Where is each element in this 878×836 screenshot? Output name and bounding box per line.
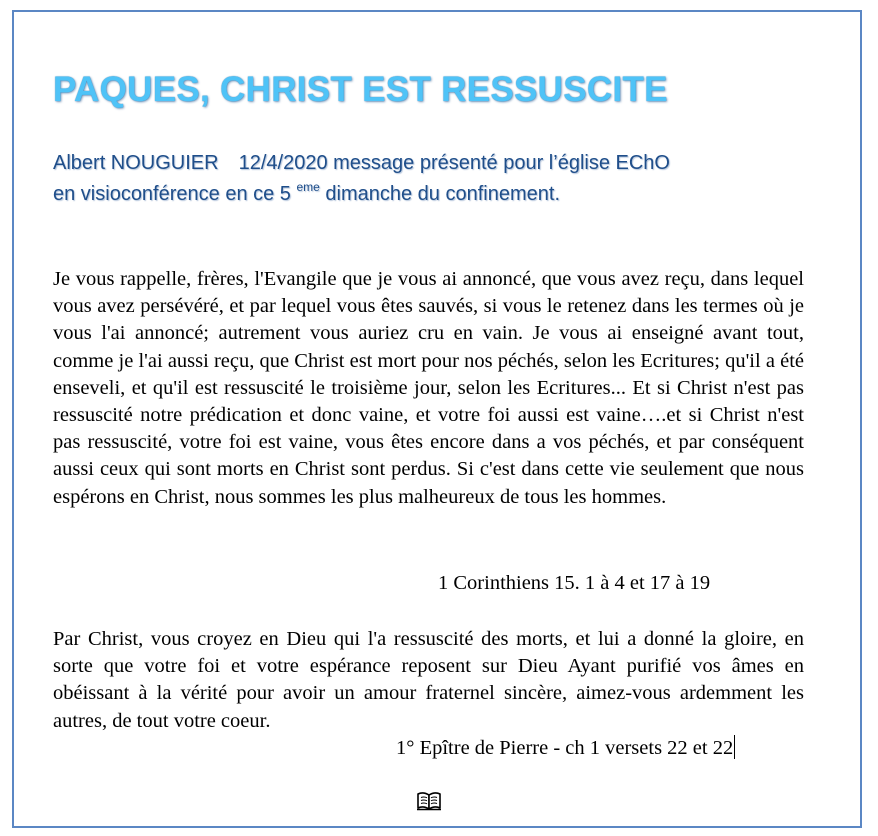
ordinal-superscript: eme	[296, 180, 320, 194]
document-title: PAQUES, CHRIST EST RESSUSCITE	[53, 70, 668, 109]
open-book-icon	[416, 791, 442, 811]
subtitle	[53, 148, 823, 210]
reference-corinthians: 1 Corinthiens 15. 1 à 4 et 17 à 19	[438, 572, 711, 594]
reference-pierre: 1° Epître de Pierre - ch 1 versets 22 et 22	[396, 737, 734, 759]
subtitle-line2-start: en visioconférence en ce 5	[53, 183, 291, 205]
subtitle-date-context: 12/4/2020 message présenté pour l’église EChO	[238, 152, 670, 174]
subtitle-line2-end: dimanche du confinement.	[325, 183, 560, 205]
reference-pierre-line	[396, 735, 735, 762]
author-name: Albert NOUGUIER	[53, 152, 219, 174]
text-cursor	[734, 735, 735, 759]
scripture-paragraph-corinthians: Je vous rappelle, frères, l'Evangile que je vous ai annoncé, que vous avez reçu, dans lequel vous avez persévéré, et par lequel vous êtes sauvés, si vous le retenez dans les termes où je vous l'ai annoncé; autrement vous auriez cru en vain. Je vous ai enseigné avant tout, comme je l'ai aussi reçu, que Christ est mort pour nos péchés, selon les Ecritures; qu'il a été enseveli, et qu'il est ressuscité le troisième jour, selon les Ecritures... Et si Christ n'est pas ressuscité notre prédication et donc vaine, et votre foi aussi est vaine….et si Christ n'est pas ressuscité, votre foi est vaine, vous êtes encore dans a vos péchés, et par conséquent aussi ceux qui sont morts en Christ sont perdus. Si c'est dans cette vie seulement que nous espérons en Christ, nous sommes les plus malheureux de tous les hommes.	[53, 268, 804, 508]
scripture-paragraph-pierre: Par Christ, vous croyez en Dieu qui l'a ressuscité des morts, et lui a donné la gloire, en sorte que votre foi et votre espérance reposent sur Dieu Ayant purifié vos âmes en obéissant à la vérité pour avoir un amour fraternel sincère, aimez-vous ardemment les autres, de tout votre coeur.	[53, 628, 804, 732]
